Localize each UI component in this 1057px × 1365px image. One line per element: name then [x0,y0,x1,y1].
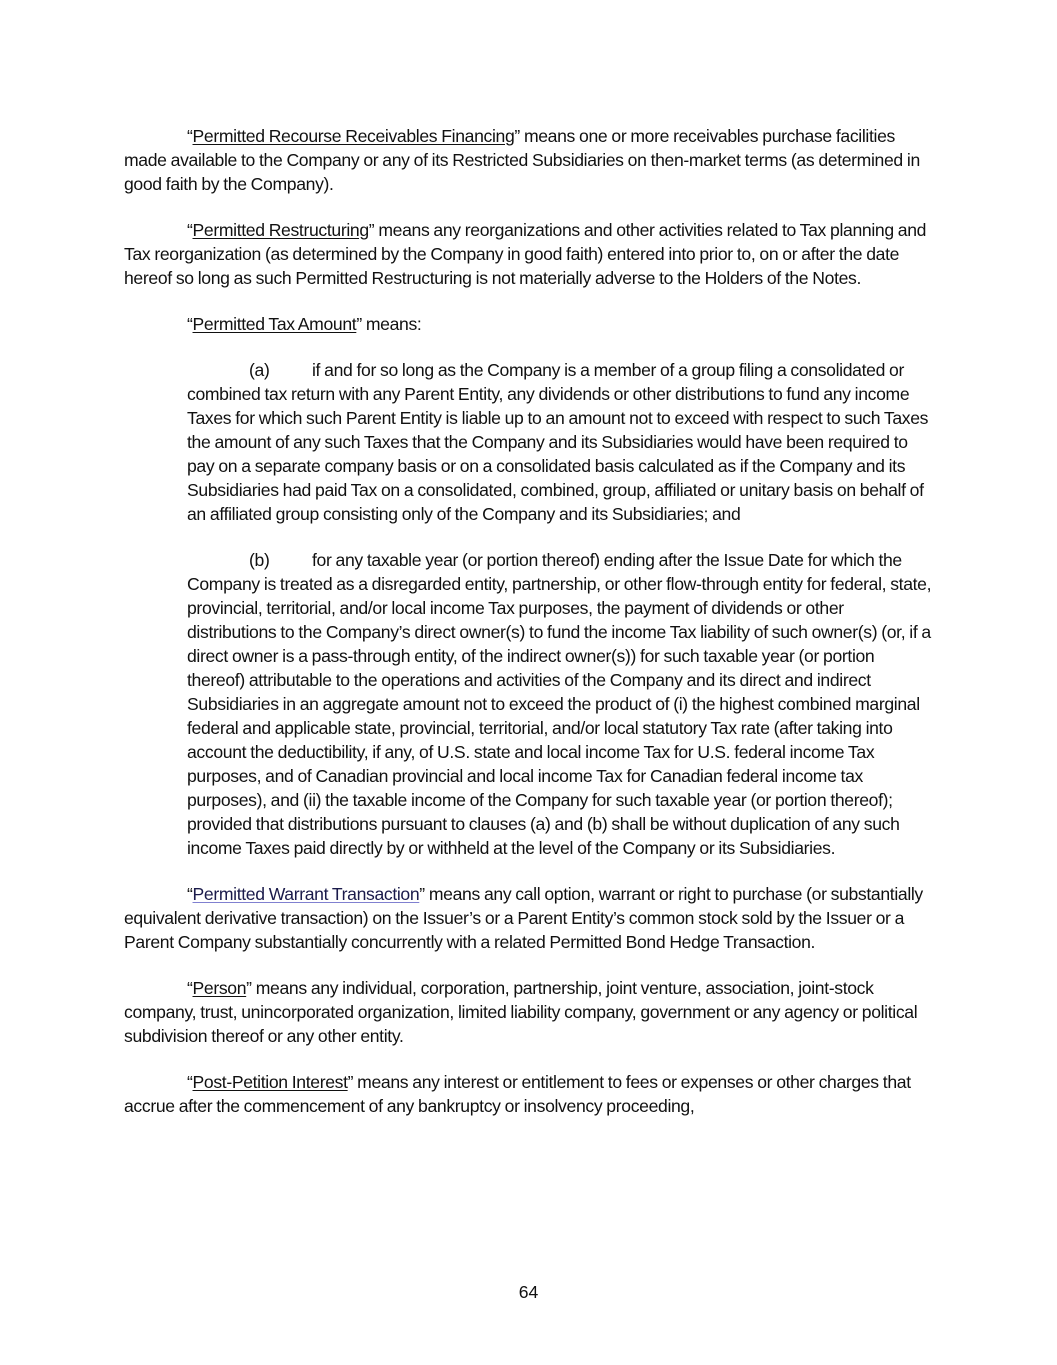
defined-term: Permitted Recourse Receivables Financing [192,126,515,146]
definition-body: means any call option, warrant or right to purchase (or substantially equivalent derivative transaction) on the Issuer’s or a Parent Entity’s common stock sold by the Issuer or a Parent Company substantially concurrently with a related Permitted Bond Hedge Transaction. [124,884,923,952]
definition-body: means any reorganizations and other activities related to Tax planning and Tax reorganization (as determined by the Company in good faith) entered into prior to, on or after the date hereof so long as such Permitted Restructuring is not materially adverse to the Holders of the Notes. [124,220,927,288]
open-quote: “ [187,884,193,904]
defined-term: Permitted Tax Amount [192,314,357,334]
close-quote: ” [368,220,375,240]
defined-term-link[interactable]: Permitted Warrant Transaction [192,884,420,904]
open-quote: “ [187,314,193,334]
definition-permitted-warrant-transaction [124,882,936,954]
defined-term: Post-Petition Interest [192,1072,348,1092]
definition-permitted-recourse-receivables-financing [124,124,936,196]
definition-body: means one or more receivables purchase facilities made available to the Company or any of its Restricted Subsidiaries on then-market terms (as determined in good faith by the Company). [124,126,920,194]
close-quote: ” [514,126,520,146]
definition-body: means any interest or entitlement to fees or expenses or other charges that accrue after the commencement of any bankruptcy or insolvency proceeding, [124,1072,911,1116]
page-number: 64 [518,1282,539,1302]
clause-a [187,358,936,526]
open-quote: “ [187,126,193,146]
definition-body: means any individual, corporation, partnership, joint venture, association, joint-stock company, trust, unincorporated organization, limited liability company, government or any agency or political subdivision thereof or any other entity. [124,978,918,1046]
clause-label: (b) [249,550,270,570]
defined-term: Person [192,978,247,998]
close-quote: ” [356,314,362,334]
close-quote: ” [246,978,252,998]
definition-post-petition-interest [124,1070,936,1118]
definition-body: means: [361,314,422,334]
document-page [124,124,936,1140]
clause-b [187,548,936,860]
close-quote: ” [419,884,425,904]
open-quote: “ [187,1072,193,1092]
defined-term: Permitted Restructuring [192,220,369,240]
clause-text: if and for so long as the Company is a member of a group filing a consolidated or combined tax return with any Parent Entity, any dividends or other distributions to fund any income Taxes for which such Parent Entity is liable up to an amount not to exceed with respect to such Taxes the amount of any such Taxes that the Company and its Subsidiaries would have been required to pay on a separate company basis or on a consolidated basis calculated as if the Company and its Subsidiaries had paid Tax on a consolidated, combined, group, affiliated or unitary basis on behalf of an affiliated group consisting only of the Company and its Subsidiaries; and [187,360,929,524]
open-quote: “ [187,220,193,240]
clause-text: for any taxable year (or portion thereof) ending after the Issue Date for which the Company is treated as a disregarded entity, partnership, or other flow-through entity for federal, state, provincial, territorial, and/or local income Tax purposes, the payment of dividends or other distributions to the Company’s direct owner(s) to fund the income Tax liability of such owner(s) (or, if a direct owner is a pass-through entity, of the indirect owner(s)) for such taxable year (or portion thereof) attributable to the operations and activities of the Company and its direct and indirect Subsidiaries in an aggregate amount not to exceed the product of (i) the highest combined marginal federal and applicable state, provincial, territorial, and/or local statutory Tax rate (after taking into account the deductibility, if any, of U.S. state and local income Tax for U.S. federal income Tax purposes, and of Canadian provincial and local income Tax for Canadian federal income tax purposes), and (ii) the taxable income of the Company for such taxable year (or portion thereof); provided that distributions pursuant to clauses (a) and (b) shall be without duplication of any such income Taxes paid directly by or withheld at the level of the Company or its Subsidiaries. [187,550,932,858]
close-quote: ” [347,1072,354,1092]
open-quote: “ [187,978,193,998]
clause-label: (a) [249,360,270,380]
definition-person [124,976,936,1048]
definition-permitted-tax-amount [124,312,936,336]
definition-permitted-restructuring [124,218,936,290]
